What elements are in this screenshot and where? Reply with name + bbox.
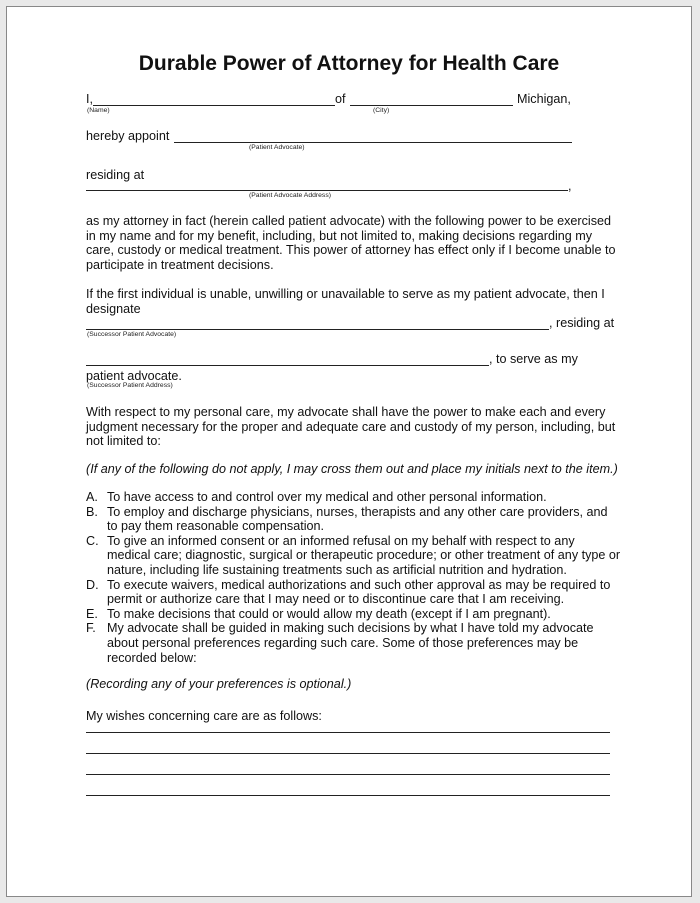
- list-item: [86, 505, 620, 534]
- paragraph-successor: [86, 287, 605, 316]
- para2-line: designate: [86, 301, 141, 316]
- item-letter: B.: [86, 504, 98, 519]
- list-item: [86, 534, 620, 578]
- paragraph-personal-care: [86, 405, 615, 449]
- item-text: medical care; diagnostic, surgical or therapeutic procedure; or other treatment of any type or: [107, 548, 621, 563]
- line1-prefix: I,: [86, 92, 93, 106]
- item-letter: D.: [86, 577, 99, 592]
- wishes-blank-line[interactable]: [86, 774, 610, 775]
- advocate-address-blank[interactable]: [86, 190, 568, 191]
- para1-line: in my name and for my benefit, including, but not limited to, making decisions regarding my: [86, 228, 593, 243]
- city-blank[interactable]: [350, 105, 513, 106]
- list-item: [86, 578, 620, 607]
- para3-line: With respect to my personal care, my advocate shall have the power to make each and every: [86, 405, 606, 419]
- paragraph-attorney-in-fact: [86, 214, 615, 272]
- wishes-blank-line[interactable]: [86, 795, 610, 796]
- item-letter: C.: [86, 533, 99, 548]
- advocate-address-caption: (Patient Advocate Address): [249, 192, 331, 199]
- patient-advocate-text: patient advocate.: [86, 369, 182, 383]
- item-text: permit or authorize care that I may need or to discontinue care that I am receiving.: [107, 592, 565, 607]
- list-item: [86, 490, 620, 505]
- para1-line: participate in treatment decisions.: [86, 257, 274, 272]
- patient-advocate-blank[interactable]: [174, 142, 572, 143]
- successor-address-blank[interactable]: [86, 365, 489, 366]
- successor-advocate-caption: (Successor Patient Advocate): [87, 331, 177, 338]
- item-text: To give an informed consent or an informed refusal on my behalf with respect to any: [107, 533, 575, 548]
- para1-line: care, custody or medical treatment. This power of attorney has effect only if I become unable to: [86, 243, 616, 258]
- item-text: My advocate shall be guided in making such decisions by what I have told my advocate: [107, 621, 594, 636]
- item-text: to pay them reasonable compensation.: [107, 519, 325, 534]
- wishes-blank-line[interactable]: [86, 753, 610, 754]
- item-text: about personal preferences regarding such care. Some of those preferences may be: [107, 635, 579, 650]
- para2-line: If the first individual is unable, unwilling or unavailable to serve as my patient advocate, then I: [86, 287, 605, 301]
- item-letter: A.: [86, 490, 98, 504]
- item-text: To have access to and control over my medical and other personal information.: [107, 490, 547, 504]
- address-comma: ,: [568, 179, 572, 193]
- name-caption: (Name): [87, 107, 110, 114]
- document-page: [6, 6, 692, 897]
- item-text: recorded below:: [107, 650, 197, 665]
- para3-line: not limited to:: [86, 434, 161, 449]
- successor-residing-label: , residing at: [549, 316, 615, 330]
- item-text: To execute waivers, medical authorizations and such other approval as may be required to: [107, 577, 611, 592]
- item-letter: F.: [86, 621, 96, 636]
- wishes-label: My wishes concerning care are as follows:: [86, 709, 322, 723]
- para3-line: judgment necessary for the proper and adequate care and custody of my person, including, but: [86, 419, 616, 434]
- item-text: To make decisions that could or would allow my death (except if I am pregnant).: [107, 606, 551, 621]
- line1-suffix: Michigan,: [517, 92, 571, 106]
- wishes-blank-line[interactable]: [86, 732, 610, 733]
- city-caption: (City): [373, 107, 390, 114]
- successor-address-caption: (Successor Patient Address): [87, 382, 173, 389]
- item-letter: E.: [86, 606, 98, 621]
- appoint-label: hereby appoint: [86, 129, 170, 143]
- line1-of: of: [335, 92, 346, 106]
- successor-advocate-blank[interactable]: [86, 329, 549, 330]
- cross-out-instruction: (If any of the following do not apply, I may cross them out and place my initials next to the item.): [86, 462, 618, 476]
- item-text: nature, including life sustaining treatments such as artificial nutrition and hydration.: [107, 562, 567, 577]
- serve-label: , to serve as my: [489, 352, 578, 366]
- item-text: To employ and discharge physicians, nurses, therapists and any other care providers, and: [107, 504, 608, 519]
- recording-note: (Recording any of your preferences is optional.): [86, 677, 352, 691]
- residing-label: residing at: [86, 168, 145, 182]
- name-blank[interactable]: [93, 105, 335, 106]
- powers-list: [86, 490, 620, 665]
- list-item: [86, 621, 620, 665]
- document-title: Durable Power of Attorney for Health Care: [138, 52, 560, 75]
- list-item: [86, 607, 620, 622]
- patient-advocate-caption: (Patient Advocate): [249, 144, 305, 151]
- para1-line: as my attorney in fact (herein called patient advocate) with the following power to be exercised: [86, 214, 612, 228]
